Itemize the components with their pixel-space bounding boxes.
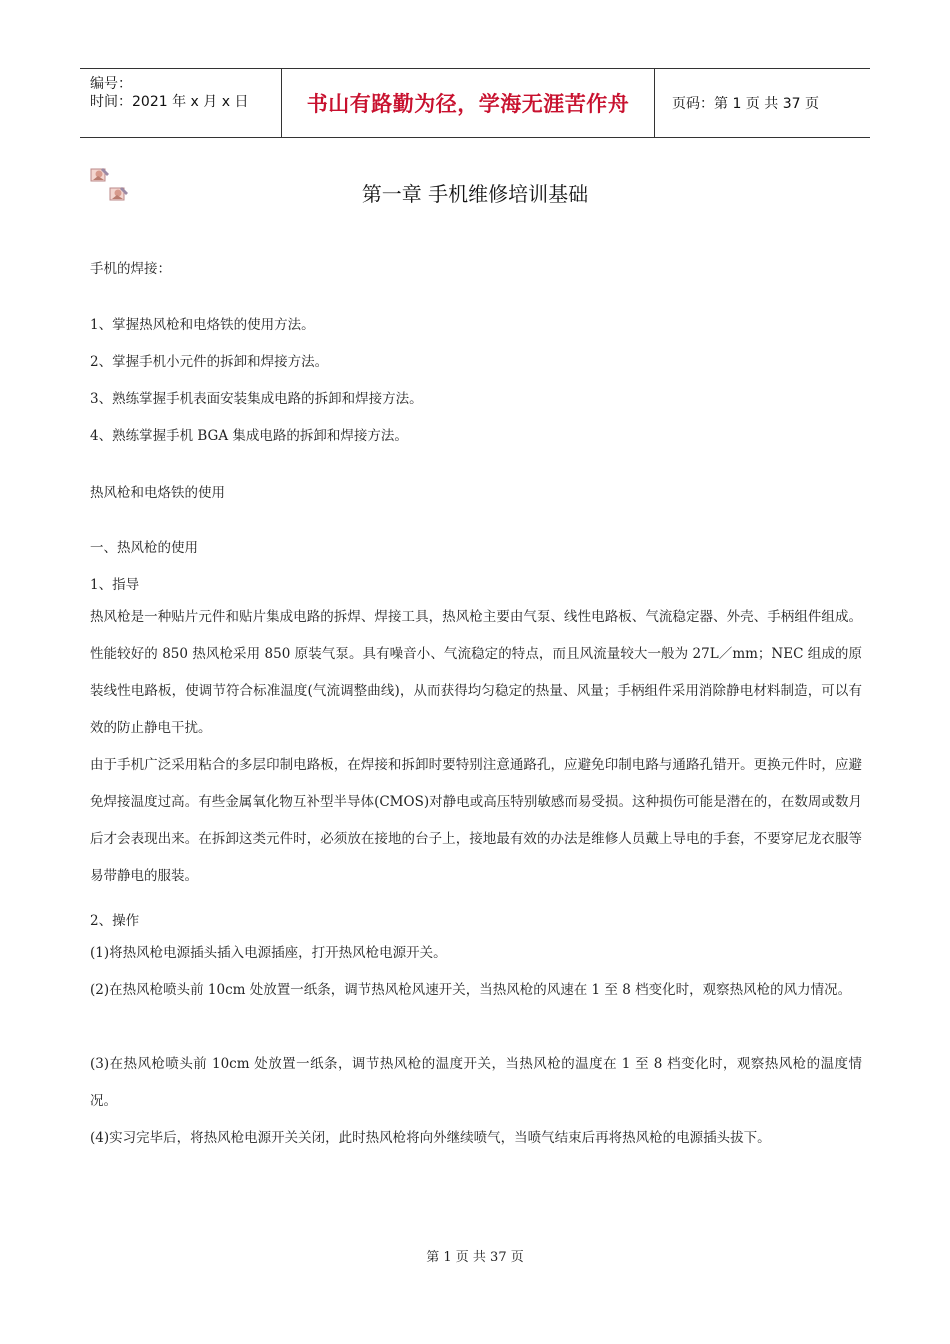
header-meta [80,69,280,137]
objective-item: 3、熟练掌握手机表面安装集成电路的拆卸和焊接方法。 [90,391,423,407]
document-header [80,68,870,138]
operation-step: (3)在热风枪喷头前 10cm 处放置一纸条，调节热风枪的温度开关，当热风枪的温度在 1 至 8 档变化时，观察热风枪的温度情况。 [90,1056,862,1109]
page-footer: 第 1 页 共 37 页 [426,1250,524,1265]
operation-step: (4)实习完毕后，将热风枪电源开关关闭，此时热风枪将向外继续喷气，当喷气结束后再将热风枪的电源插头拔下。 [90,1130,771,1146]
objective-item: 2、掌握手机小元件的拆卸和焊接方法。 [90,354,329,370]
subheading: 热风枪和电烙铁的使用 [90,485,225,501]
guide-paragraph: 热风枪是一种贴片元件和贴片集成电路的拆焊、焊接工具，热风枪主要由气泵、线性电路板、气流稳定器、外壳、手柄组件组成。性能较好的 850 热风枪采用 850 原装气泵。具有噪音小、气流稳定的特点，而且风流量较大一般为 27L／mm；NEC 组成的原装线性电路板，使调节符合标准温度(气流调整曲线)，从而获得均匀稳定的热量、风量；手柄组件采用消除静电材料制造，可以有效的防止静电干扰。 [90,609,862,736]
guide-heading: 1、指导 [90,577,140,593]
operation-step: (2)在热风枪喷头前 10cm 处放置一纸条，调节热风枪风速开关，当热风枪的风速在 1 至 8 档变化时，观察热风枪的风力情况。 [90,982,852,998]
number-label: 编号： [90,76,132,92]
chapter-title: 第一章 手机维修培训基础 [361,182,589,206]
time-label: 时间：2021 年 x 月 x 日 [90,94,249,110]
objective-item: 4、熟练掌握手机 BGA 集成电路的拆卸和焊接方法。 [90,428,408,444]
header-page-info [664,69,870,137]
guide-paragraph: 由于手机广泛采用粘合的多层印制电路板，在焊接和拆卸时要特别注意通路孔，应避免印制电路与通路孔错开。更换元件时，应避免焊接温度过高。有些金属氧化物互补型半导体(CMOS)对静电或高压特别敏感而易受损。这种损伤可能是潜在的，在数周或数月后才会表现出来。在拆卸这类元件时，必须放在接地的台子上，接地最有效的办法是维修人员戴上导电的手套，不要穿尼龙衣服等易带静电的服装。 [90,757,862,884]
header-motto: 书山有路勤为径，学海无涯苦作舟 [306,92,630,116]
part-heading: 一、热风枪的使用 [90,540,198,556]
header-motto-cell [281,69,655,137]
objective-item: 1、掌握热风枪和电烙铁的使用方法。 [90,317,315,333]
operation-heading: 2、操作 [90,913,140,929]
section-heading: 手机的焊接： [90,261,171,277]
page-info-text: 页码：第 1 页 共 37 页 [672,96,819,112]
operation-step: (1)将热风枪电源插头插入电源插座，打开热风枪电源开关。 [90,945,447,961]
